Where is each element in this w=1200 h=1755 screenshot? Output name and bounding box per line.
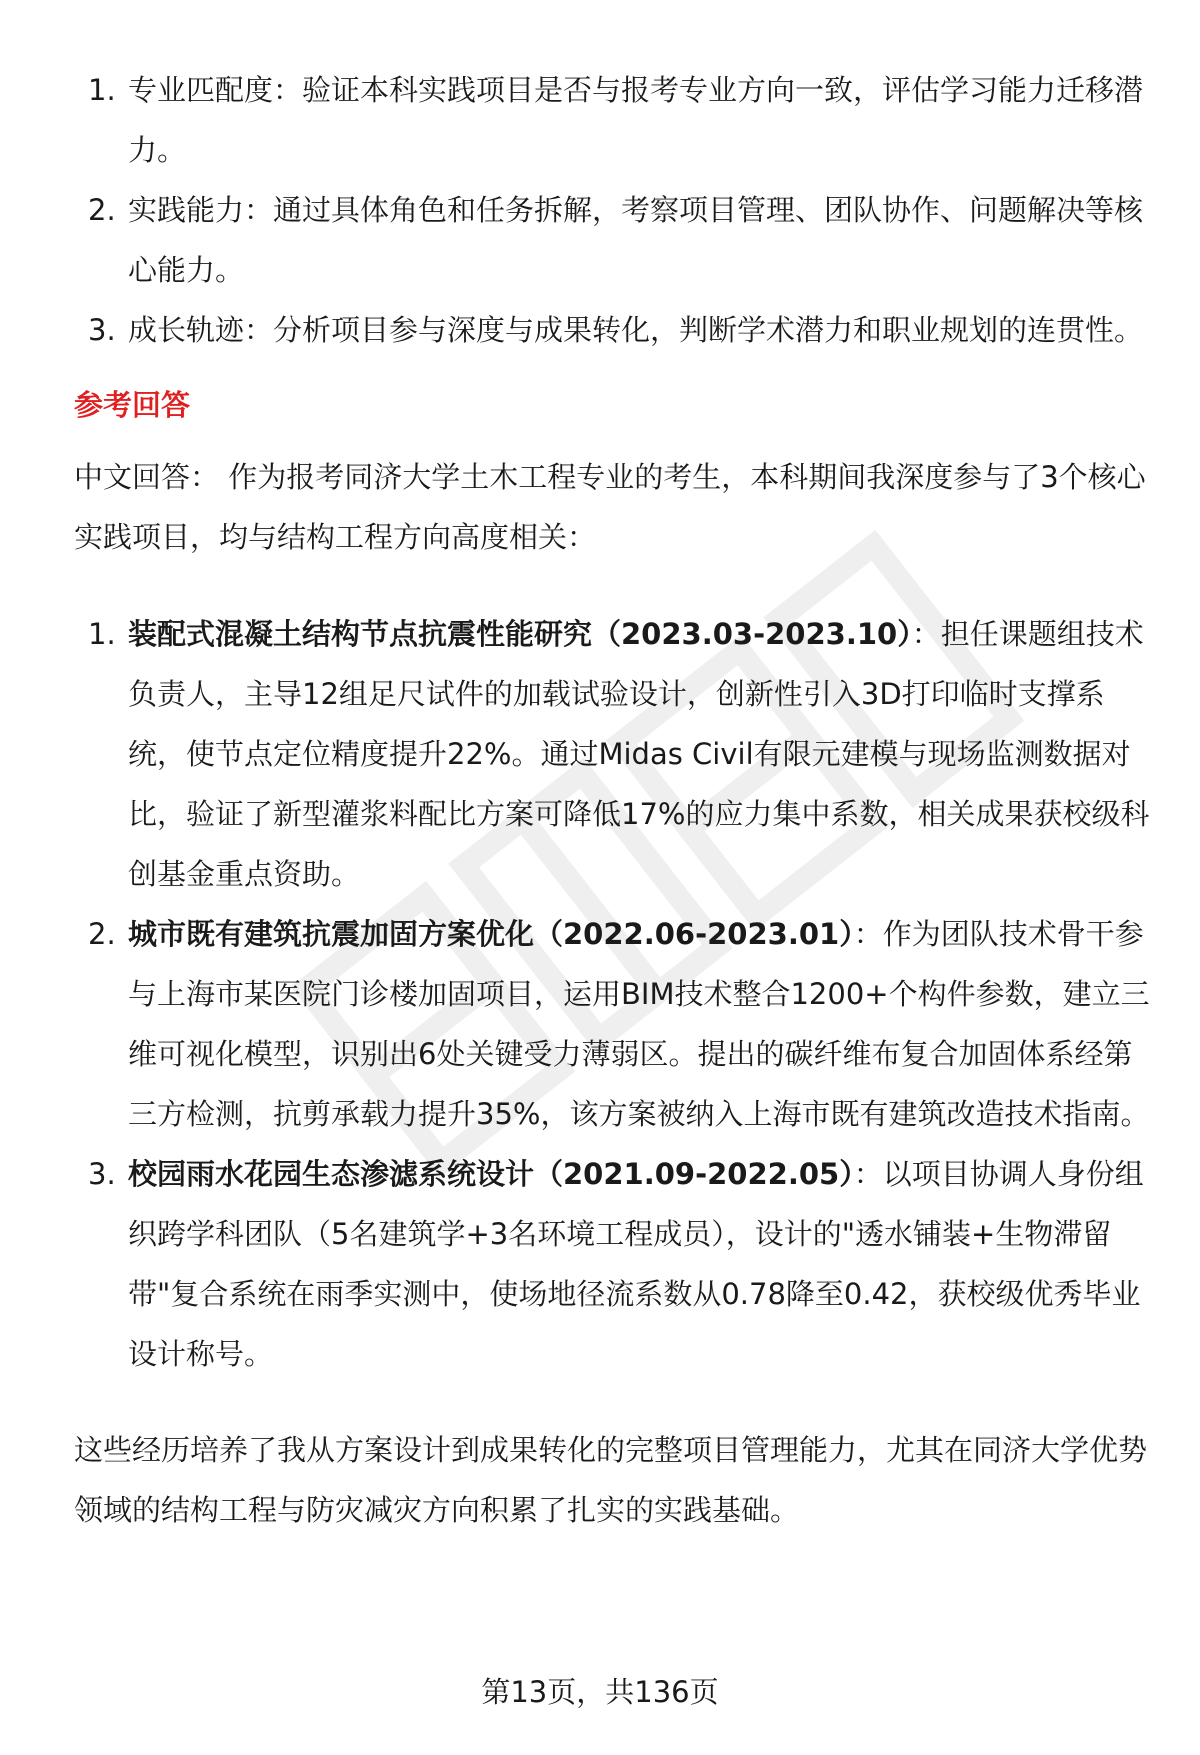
list-number: 1. xyxy=(88,617,116,651)
list-item xyxy=(74,904,1154,1144)
list-item-text: 成长轨迹：分析项目参与深度与成果转化，判断学术潜力和职业规划的连贯性。 xyxy=(128,313,1144,347)
project-list xyxy=(74,604,1154,1384)
main-content xyxy=(74,60,1154,1540)
list-item xyxy=(74,300,1154,360)
project-title: 校园雨水花园生态渗滤系统设计（2021.09-2022.05） xyxy=(128,1157,854,1191)
list-item xyxy=(74,60,1154,180)
list-number: 3. xyxy=(88,313,116,347)
list-item-text: 专业匹配度：验证本科实践项目是否与报考专业方向一致，评估学习能力迁移潜力。 xyxy=(128,73,1144,167)
list-item xyxy=(74,1144,1154,1384)
project-description: ：作为团队技术骨干参与上海市某医院门诊楼加固项目，运用BIM技术整合1200+个构件参数，建立三维可视化模型，识别出6处关键受力薄弱区。提出的碳纤维布复合加固体系经第三方检测，抗剪承载力提升35%，该方案被纳入上海市既有建筑改造技术指南。 xyxy=(128,917,1150,1131)
evaluation-criteria-list xyxy=(74,60,1154,360)
section-heading: 参考回答 xyxy=(74,388,191,422)
project-title: 装配式混凝土结构节点抗震性能研究（2023.03-2023.10） xyxy=(128,617,912,651)
intro-paragraph: 中文回答： 作为报考同济大学土木工程专业的考生，本科期间我深度参与了3个核心实践项目，均与结构工程方向高度相关： xyxy=(74,460,1146,554)
project-description: ：以项目协调人身份组织跨学科团队（5名建筑学+3名环境工程成员），设计的"透水铺装+生物滞留带"复合系统在雨季实测中，使场地径流系数从0.78降至0.42，获校级优秀毕业设计称号。 xyxy=(128,1157,1144,1371)
list-number: 3. xyxy=(88,1157,116,1191)
list-item xyxy=(74,180,1154,300)
project-description: ：担任课题组技术负责人，主导12组足尺试件的加载试验设计，创新性引入3D打印临时支撑系统，使节点定位精度提升22%。通过Midas Civil有限元建模与现场监测数据对比，验证了新型灌浆料配比方案可降低17%的应力集中系数，相关成果获校级科创基金重点资助。 xyxy=(128,617,1150,891)
list-number: 2. xyxy=(88,917,116,951)
list-item-text: 实践能力：通过具体角色和任务拆解，考察项目管理、团队协作、问题解决等核心能力。 xyxy=(128,193,1144,287)
list-item xyxy=(74,604,1154,904)
list-number: 2. xyxy=(88,193,116,227)
page-number-footer: 第13页，共136页 xyxy=(481,1675,719,1709)
project-title: 城市既有建筑抗震加固方案优化（2022.06-2023.01） xyxy=(128,917,854,951)
list-number: 1. xyxy=(88,73,116,107)
closing-paragraph: 这些经历培养了我从方案设计到成果转化的完整项目管理能力，尤其在同济大学优势领域的结构工程与防灾减灾方向积累了扎实的实践基础。 xyxy=(74,1433,1148,1527)
